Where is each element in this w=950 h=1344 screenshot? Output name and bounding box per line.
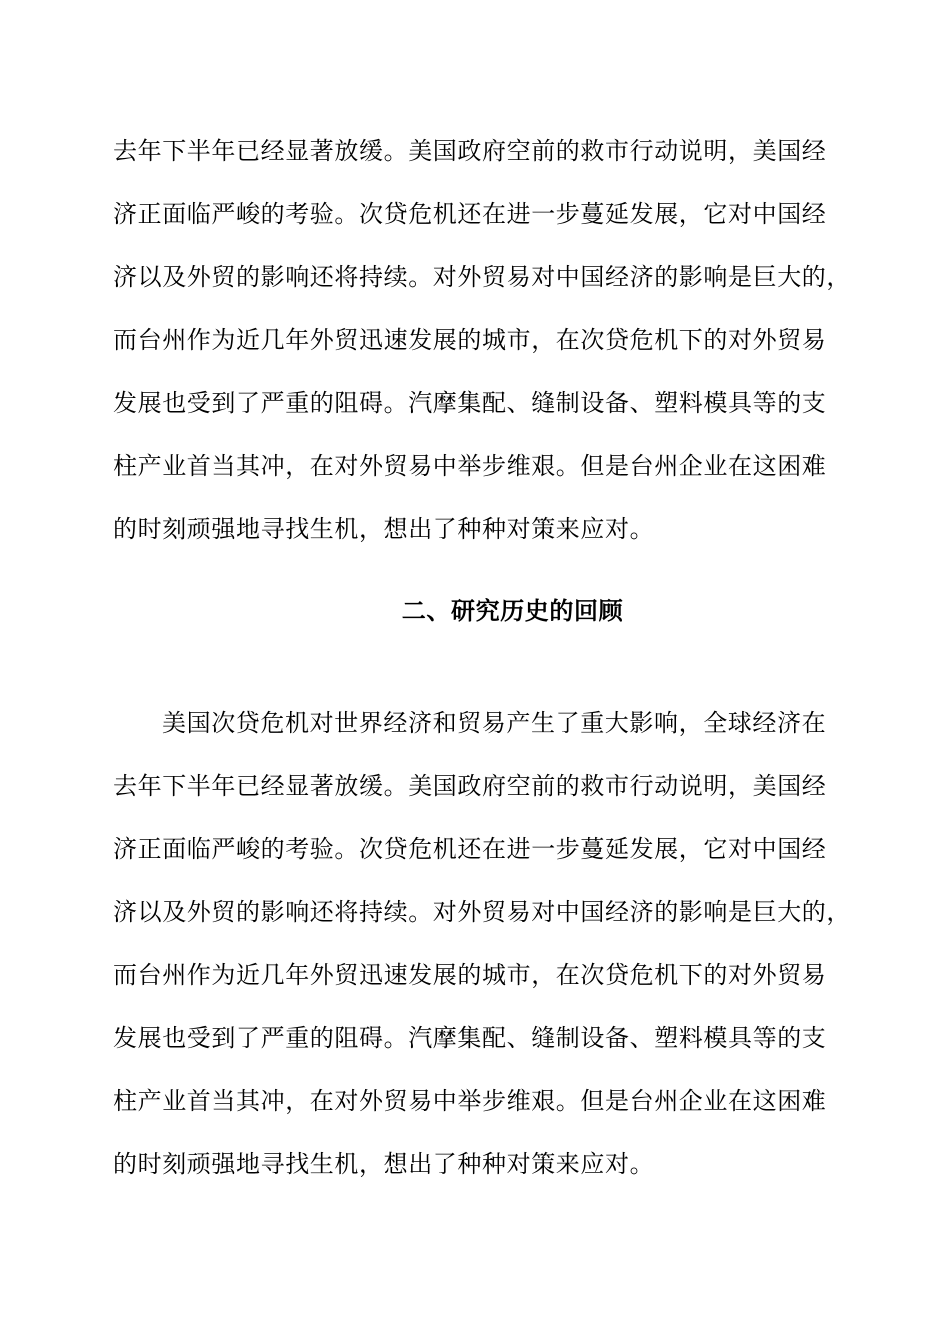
paragraph-line: 去年下半年已经显著放缓。美国政府空前的救市行动说明，美国经 bbox=[113, 772, 827, 800]
paragraph-line: 的时刻顽强地寻找生机，想出了种种对策来应对。 bbox=[113, 1150, 655, 1178]
paragraph-line: 而台州作为近几年外贸迅速发展的城市，在次贷危机下的对外贸易 bbox=[113, 326, 827, 354]
paragraph-line: 济正面临严峻的考验。次贷危机还在进一步蔓延发展，它对中国经 bbox=[113, 200, 827, 228]
paragraph-line: 柱产业首当其冲，在对外贸易中举步维艰。但是台州企业在这困难 bbox=[113, 452, 827, 480]
paragraph-line: 去年下半年已经显著放缓。美国政府空前的救市行动说明，美国经 bbox=[113, 137, 827, 165]
paragraph-line: 济正面临严峻的考验。次贷危机还在进一步蔓延发展，它对中国经 bbox=[113, 835, 827, 863]
section-heading: 二、研究历史的回顾 bbox=[401, 597, 624, 625]
paragraph-line: 发展也受到了严重的阻碍。汽摩集配、缝制设备、塑料模具等的支 bbox=[113, 1024, 827, 1052]
paragraph-line: 济以及外贸的影响还将持续。对外贸易对中国经济的影响是巨大的， bbox=[113, 263, 851, 291]
paragraph-line: 济以及外贸的影响还将持续。对外贸易对中国经济的影响是巨大的， bbox=[113, 898, 851, 926]
paragraph-line: 美国次贷危机对世界经济和贸易产生了重大影响，全球经济在 bbox=[162, 709, 827, 737]
paragraph-line: 发展也受到了严重的阻碍。汽摩集配、缝制设备、塑料模具等的支 bbox=[113, 389, 827, 417]
paragraph-line: 而台州作为近几年外贸迅速发展的城市，在次贷危机下的对外贸易 bbox=[113, 961, 827, 989]
paragraph-line: 的时刻顽强地寻找生机，想出了种种对策来应对。 bbox=[113, 515, 655, 543]
paragraph-line: 柱产业首当其冲，在对外贸易中举步维艰。但是台州企业在这困难 bbox=[113, 1087, 827, 1115]
